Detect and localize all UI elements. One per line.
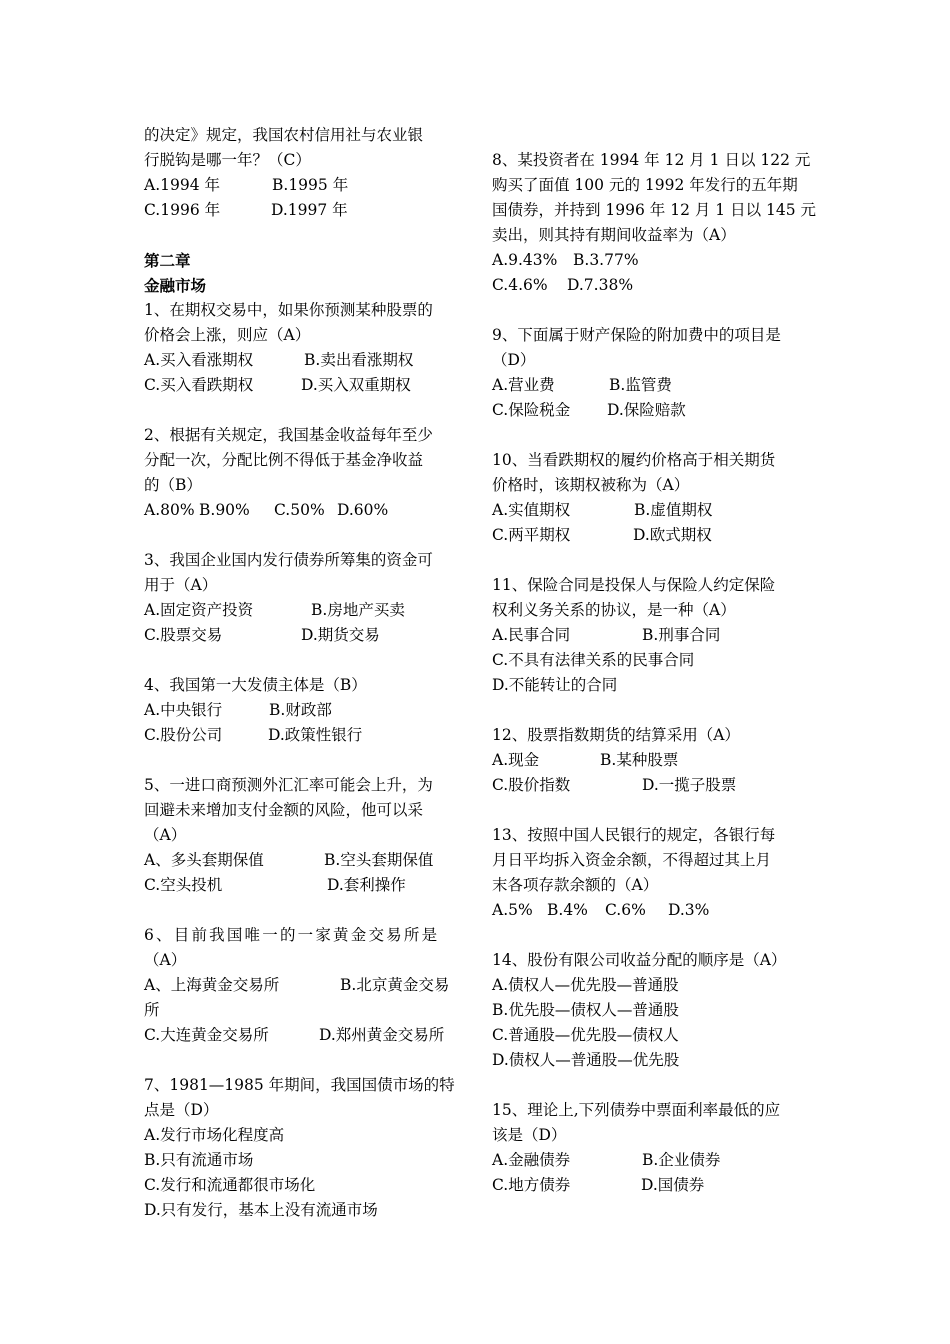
question-text-line: 购买了面值 100 元的 1992 年发行的五年期 (492, 176, 798, 194)
options-row (492, 273, 810, 298)
options-row (144, 373, 462, 398)
options-row (492, 973, 810, 998)
options-row (144, 598, 462, 623)
option: 所 (144, 1001, 160, 1019)
option: C.两平期权 (492, 526, 571, 544)
options-row (492, 773, 810, 798)
option: D.期货交易 (301, 626, 380, 644)
options-row (492, 998, 810, 1023)
chapter-subtitle: 金融市场 (144, 276, 207, 295)
options-row (144, 1023, 462, 1048)
question-5 (144, 773, 462, 898)
question-text-line: 2、根据有关规定，我国基金收益每年至少 (144, 426, 433, 444)
option: D.7.38% (567, 276, 634, 294)
option: C.地方债券 (492, 1176, 571, 1194)
option: B.4% (547, 901, 588, 919)
option: D.国债券 (641, 1176, 705, 1194)
question-text-line: 价格时，该期权被称为（A） (492, 476, 690, 494)
option: A.民事合同 (492, 626, 571, 644)
option: D.只有发行，基本上没有流通市场 (144, 1201, 378, 1219)
chapter-title: 第二章 (144, 251, 191, 270)
question-text-line: （A） (144, 951, 187, 969)
options-row (144, 1198, 462, 1223)
question-text-line: 5、一进口商预测外汇汇率可能会上升，为 (144, 776, 433, 794)
options-row (492, 373, 810, 398)
options-row (144, 623, 462, 648)
option: C.6% (605, 901, 646, 919)
question-14 (492, 948, 810, 1073)
option: A.营业费 (492, 376, 555, 394)
option: C.发行和流通都很市场化 (144, 1176, 316, 1194)
question-text-line: 的（B） (144, 476, 202, 494)
option: C.50% (274, 501, 325, 519)
question-text-line: 价格会上涨，则应（A） (144, 326, 311, 344)
option: A.1994 年 (144, 176, 220, 194)
question-11 (492, 573, 810, 698)
options-row (144, 973, 462, 998)
option: D.保险赔款 (607, 401, 686, 419)
options-row (492, 648, 810, 673)
option: B.监管费 (609, 376, 672, 394)
option: B.虚值期权 (634, 501, 713, 519)
question-text-line: 7、1981—1985 年期间，我国国债市场的特 (144, 1076, 455, 1094)
option: C.股份公司 (144, 726, 223, 744)
options-row (144, 498, 462, 523)
question-text-line: 月日平均拆入资金余额，不得超过其上月 (492, 851, 772, 869)
options-row (144, 198, 462, 223)
option: C.股价指数 (492, 776, 571, 794)
option: D.买入双重期权 (301, 376, 411, 394)
option: B.1995 年 (272, 176, 349, 194)
question-15 (492, 1098, 810, 1198)
question-text-line: 国债券，并持到 1996 年 12 月 1 日以 145 元 (492, 201, 817, 219)
option: D.3% (668, 901, 710, 919)
option: C.空头投机 (144, 876, 223, 894)
options-row (492, 748, 810, 773)
option: C.1996 年 (144, 201, 221, 219)
option: D.不能转让的合同 (492, 676, 618, 694)
options-row (144, 698, 462, 723)
question-12 (492, 723, 810, 798)
question-text-line: 行脱钩是哪一年？（C） (144, 151, 311, 169)
options-row (492, 523, 810, 548)
question-text-line: 的决定》规定，我国农村信用社与农业银 (144, 126, 424, 144)
options-row (144, 998, 462, 1023)
question-text-line: 11、保险合同是投保人与保险人约定保险 (492, 576, 776, 594)
question-10 (492, 448, 810, 548)
option: D.政策性银行 (268, 726, 363, 744)
question-text-line: 12、股票指数期货的结算采用（A） (492, 726, 740, 744)
options-row (144, 723, 462, 748)
question-text-line: 4、我国第一大发债主体是（B） (144, 676, 367, 694)
option: A.实值期权 (492, 501, 571, 519)
option: B.企业债券 (642, 1151, 721, 1169)
question-text-line: 分配一次，分配比例不得低于基金净收益 (144, 451, 424, 469)
options-row (144, 873, 462, 898)
question-8 (492, 148, 817, 298)
option: B.卖出看涨期权 (304, 351, 414, 369)
question-1 (144, 298, 462, 398)
question-text-line: 6、目前我国唯一的一家黄金交易所是 (144, 926, 440, 944)
options-row (492, 1048, 810, 1073)
right-column (492, 148, 817, 1198)
question-text-line: 10、当看跌期权的履约价格高于相关期货 (492, 451, 776, 469)
options-row (492, 623, 810, 648)
options-row (492, 898, 810, 923)
question-text-line: 权利义务关系的协议，是一种（A） (492, 601, 736, 619)
options-row (492, 1148, 810, 1173)
option: B.房地产买卖 (311, 601, 405, 619)
options-row (492, 1173, 810, 1198)
option: D.套利操作 (327, 876, 406, 894)
options-row (144, 348, 462, 373)
option: C.买入看跌期权 (144, 376, 254, 394)
options-row (492, 1023, 810, 1048)
question-text-line: 回避未来增加支付金额的风险，他可以采 (144, 801, 424, 819)
option: B.北京黄金交易 (340, 976, 450, 994)
options-row (144, 1123, 462, 1148)
question-text-line: 8、某投资者在 1994 年 12 月 1 日以 122 元 (492, 151, 811, 169)
option: C.不具有法律关系的民事合同 (492, 651, 695, 669)
option: A.5% (492, 901, 533, 919)
option: D.债权人—普通股—优先股 (492, 1051, 680, 1069)
options-row (492, 398, 810, 423)
option: C.大连黄金交易所 (144, 1026, 269, 1044)
question-text-line: 1、在期权交易中，如果你预测某种股票的 (144, 301, 433, 319)
option: D.欧式期权 (633, 526, 712, 544)
question-text-line: 末各项存款余额的（A） (492, 876, 659, 894)
option: B.空头套期保值 (324, 851, 434, 869)
option: B.3.77% (573, 251, 639, 269)
left-column (144, 123, 462, 1223)
question-2 (144, 423, 462, 523)
question-text-line: 15、理论上,下列债券中票面利率最低的应 (492, 1101, 781, 1119)
option: D.郑州黄金交易所 (319, 1026, 445, 1044)
option: B.90% (199, 501, 250, 519)
option: A.买入看涨期权 (144, 351, 254, 369)
option: A.发行市场化程度高 (144, 1126, 285, 1144)
question-4 (144, 673, 462, 748)
option: A.债权人—优先股—普通股 (492, 976, 679, 994)
option: D.60% (337, 501, 389, 519)
option: C.4.6% (492, 276, 548, 294)
option: A.固定资产投资 (144, 601, 254, 619)
question-9 (492, 323, 810, 423)
question-text-line: 卖出，则其持有期间收益率为（A） (492, 226, 736, 244)
options-row (492, 248, 810, 273)
question-text-line: （D） (492, 351, 536, 369)
option: C.普通股—优先股—债权人 (492, 1026, 679, 1044)
option: A.金融债券 (492, 1151, 571, 1169)
question-13 (492, 823, 810, 923)
option: D.1997 年 (271, 201, 348, 219)
option: A.80% (144, 501, 195, 519)
options-row (144, 1148, 462, 1173)
question-text-line: 9、下面属于财产保险的附加费中的项目是 (492, 326, 781, 344)
option: A、上海黄金交易所 (144, 976, 280, 994)
question-text-line: 3、我国企业国内发行债券所筹集的资金可 (144, 551, 433, 569)
question-text-line: 用于（A） (144, 576, 218, 594)
option: B.只有流通市场 (144, 1151, 254, 1169)
option: A、多头套期保值 (144, 851, 264, 869)
option: B.某种股票 (600, 751, 679, 769)
option: A.9.43% (492, 251, 558, 269)
options-row (144, 173, 462, 198)
question-3 (144, 548, 462, 648)
option: B.优先股—债权人—普通股 (492, 1001, 679, 1019)
question-6 (144, 923, 462, 1048)
options-row (492, 673, 810, 698)
option: A.中央银行 (144, 701, 223, 719)
options-row (144, 1173, 462, 1198)
option: C.股票交易 (144, 626, 223, 644)
options-row (144, 848, 462, 873)
question-continued (144, 123, 462, 223)
option: D.一揽子股票 (642, 776, 737, 794)
question-7 (144, 1073, 462, 1223)
question-text-line: （A） (144, 826, 187, 844)
option: A.现金 (492, 751, 540, 769)
option: C.保险税金 (492, 401, 571, 419)
option: B.财政部 (269, 701, 332, 719)
question-text-line: 13、按照中国人民银行的规定，各银行每 (492, 826, 776, 844)
question-text-line: 点是（D） (144, 1101, 219, 1119)
question-text-line: 14、股份有限公司收益分配的顺序是（A） (492, 951, 787, 969)
options-row (492, 498, 810, 523)
option: B.刑事合同 (642, 626, 721, 644)
question-text-line: 该是（D） (492, 1126, 567, 1144)
